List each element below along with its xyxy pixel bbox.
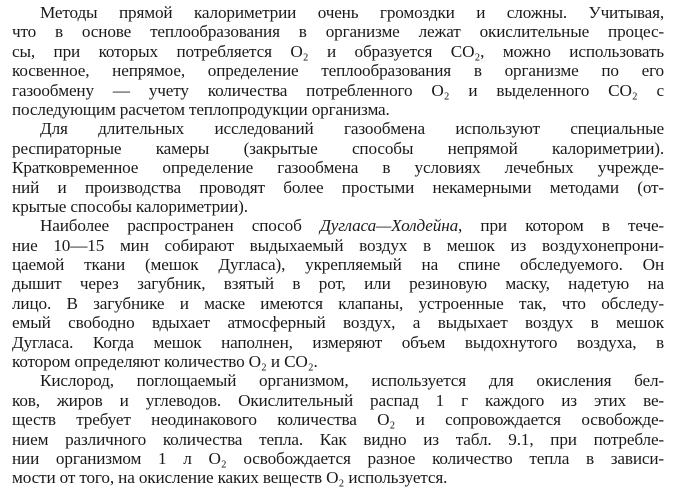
text-line: ков, жиров и углеводов. Окислительный распад 1 г каждого из этих ве- [12, 390, 664, 410]
paragraph-3 [12, 216, 664, 371]
text-line: газообмену — учету количества потребленного O₂ и выделенного CO₂ с [12, 80, 664, 100]
method-name-italic: Дугласа—Холдейна [319, 216, 459, 236]
text-line: сы, при которых потребляется O₂ и образуется CO₂, можно использовать [12, 41, 664, 61]
text-line: котором определяют количество O₂ и CO₂. [12, 352, 318, 372]
text-line: косвенное, непрямое, определение теплообразования в организме по его [12, 61, 664, 81]
text-line: ний и производства проводят более простыми некамерными методами (от- [12, 177, 664, 197]
text-line: Наиболее распространен способ Дугласа—Холдейна, при котором в тече- [40, 216, 665, 236]
text-line: последующим расчетом теплопродукции организма. [12, 99, 390, 119]
text-line: Дугласа. Когда мешок наполнен, измеряют объем выдохнутого воздуха, в [12, 332, 664, 352]
text-line: Для длительных исследований газообмена используют специальные [40, 119, 664, 139]
text-line: нии организмом 1 л O₂ освобождается разное количество тепла в зависи- [12, 448, 664, 468]
paragraph-1 [12, 3, 664, 119]
text-line: Кислород, поглощаемый организмом, используется для окисления бел- [40, 371, 664, 391]
text-line: лицо. В загубнике и маске имеются клапаны, устроенные так, что обследу- [12, 293, 664, 313]
text-line: ние 10—15 мин собирают выдыхаемый воздух в мешок из воздухонепрони- [12, 235, 664, 255]
text-line: дышит через загубник, взятый в рот, или резиновую маску, надетую на [12, 274, 664, 294]
text-line: нием различного количества тепла. Как видно из табл. 9.1, при потребле- [12, 429, 664, 449]
text-line: цаемой ткани (мешок Дугласа), укрепляемый на спине обследуемого. Он [12, 255, 664, 275]
text-line: ществ требует неодинакового количества O₂ и сопровождается освобожде- [12, 410, 664, 430]
text-line: Кратковременное определение газообмена в условиях лечебных учрежде- [12, 158, 664, 178]
text-line: Методы прямой калориметрии очень громоздки и сложны. Учитывая, [40, 3, 664, 22]
paragraph-4 [12, 371, 664, 487]
text-line: респираторные камеры (закрытые способы непрямой калориметрии). [12, 138, 664, 158]
text-line: что в основе теплообразования в организме лежат окислительные процес- [12, 22, 664, 42]
text-line: мости от того, на окисление каких веществ O₂ используется. [12, 468, 448, 488]
paragraph-2 [12, 119, 664, 216]
text-line: крытые способы калориметрии). [12, 196, 248, 216]
text-line: емый свободно вдыхает атмосферный воздух, а выдыхает воздух в мешок [12, 313, 664, 333]
